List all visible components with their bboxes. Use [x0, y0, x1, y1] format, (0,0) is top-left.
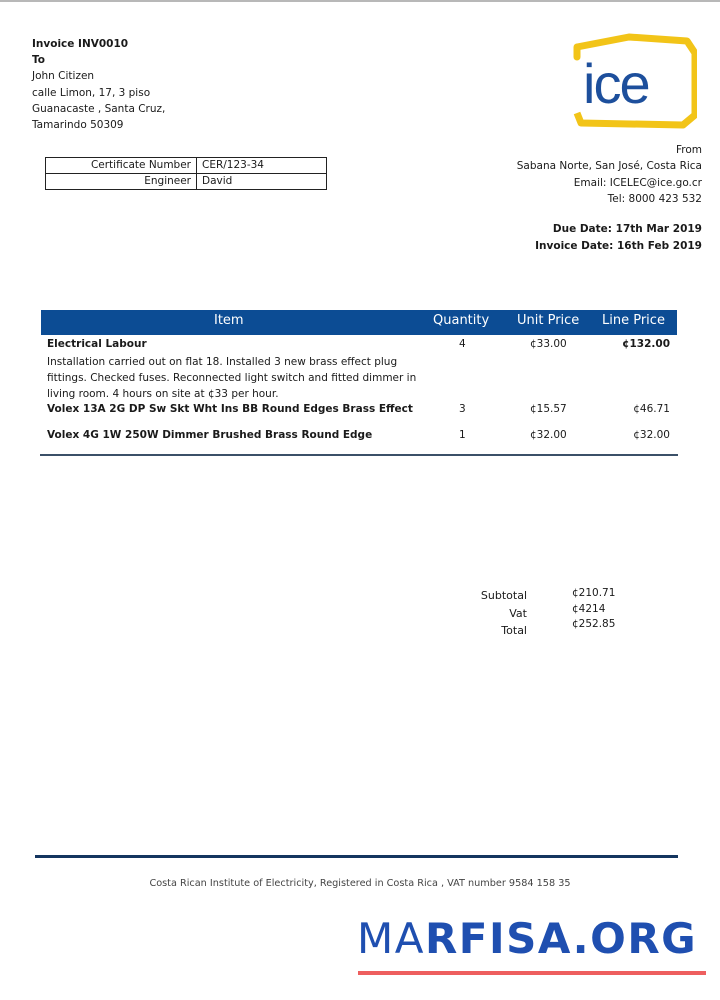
sender-email: Email: ICELEC@ice.go.cr	[573, 176, 702, 189]
item-name: Electrical Labour	[47, 338, 147, 350]
item-unit-price: ¢33.00	[530, 338, 567, 350]
vat-value: ¢4214	[572, 602, 606, 615]
total-value: ¢252.85	[572, 618, 616, 630]
table-bottom-rule	[40, 454, 678, 456]
to-label: To	[32, 54, 45, 67]
customer-name: John Citizen	[32, 70, 95, 83]
footer-rule	[35, 855, 678, 858]
item-line-price: ¢46.71	[633, 403, 670, 415]
certificate-row	[46, 158, 327, 174]
customer-address-line1: calle Limon, 17, 3 piso	[32, 86, 151, 99]
watermark	[357, 914, 698, 963]
watermark-underline	[358, 971, 706, 975]
certificate-table	[45, 157, 327, 190]
sender-tel: Tel: 8000 423 532	[607, 192, 702, 205]
item-name: Volex 4G 1W 250W Dimmer Brushed Brass Round Edge	[47, 429, 373, 441]
watermark-light-part: MA	[357, 914, 425, 963]
from-label: From	[675, 144, 702, 156]
items-table-header	[41, 310, 677, 335]
engineer-value: David	[197, 174, 327, 190]
page-top-border	[0, 0, 720, 2]
recipient-block	[32, 36, 165, 133]
column-header-line-price: Line Price	[602, 313, 665, 328]
ice-logo-text: ice	[583, 52, 649, 115]
column-header-quantity: Quantity	[433, 313, 490, 328]
item-quantity: 1	[459, 429, 466, 441]
item-description: Installation carried out on flat 18. Installed 3 new brass effect plug fittings. Checked fuses. Reconnected light switch and fitted dimmer in living room. 4 hours on site at ¢33 per hour.	[47, 356, 417, 401]
due-date: Due Date: 17th Mar 2019	[552, 223, 702, 235]
sender-block	[517, 142, 702, 207]
invoice-date: Invoice Date: 16th Feb 2019	[535, 240, 702, 252]
engineer-row	[46, 174, 327, 190]
ice-logo	[571, 33, 697, 129]
item-quantity: 3	[459, 403, 466, 415]
vat-label: Vat	[509, 606, 527, 620]
certificate-number-label: Certificate Number	[46, 158, 197, 174]
item-line-price: ¢132.00	[622, 338, 670, 350]
footer-text: Costa Rican Institute of Electricity, Registered in Costa Rica , VAT number 9584 158 35	[149, 878, 571, 889]
subtotal-value: ¢210.71	[572, 587, 616, 599]
column-header-item: Item	[214, 313, 244, 328]
invoice-title: Invoice INV0010	[32, 38, 129, 50]
column-header-unit-price: Unit Price	[517, 313, 580, 328]
item-line-price: ¢32.00	[633, 429, 670, 441]
customer-address-line3: Tamarindo 50309	[32, 119, 124, 132]
certificate-number-value: CER/123-34	[197, 158, 327, 174]
dates-block	[535, 221, 702, 255]
item-unit-price: ¢15.57	[530, 403, 567, 415]
engineer-label: Engineer	[46, 174, 197, 190]
subtotal-label: Subtotal	[480, 589, 527, 602]
totals-values	[572, 586, 615, 633]
totals-labels	[470, 587, 527, 640]
sender-address: Sabana Norte, San José, Costa Rica	[516, 160, 702, 173]
item-quantity: 4	[459, 338, 466, 350]
item-unit-price: ¢32.00	[530, 429, 567, 441]
total-label: Total	[501, 624, 527, 637]
customer-address-line2: Guanacaste , Santa Cruz,	[32, 102, 166, 115]
watermark-bold-part: RFISA.ORG	[424, 914, 698, 963]
item-name: Volex 13A 2G DP Sw Skt Wht Ins BB Round Edges Brass Effect	[47, 403, 413, 415]
